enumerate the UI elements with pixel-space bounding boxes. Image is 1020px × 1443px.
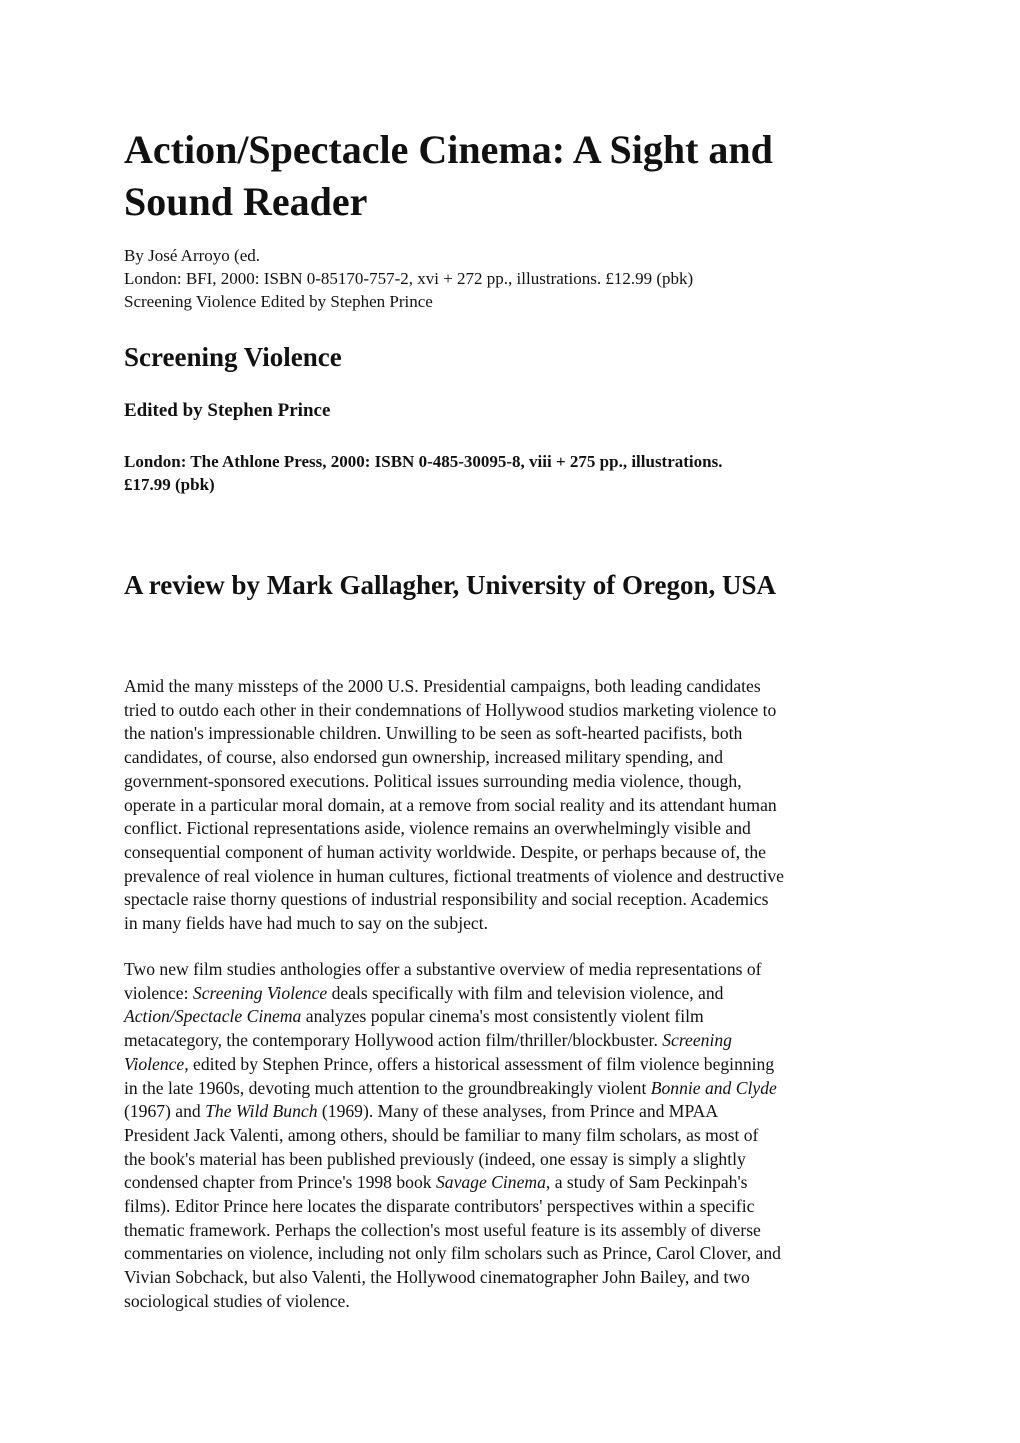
paragraph-line: spectacle raise thorny questions of industrial responsibility and social reception. Academics [124, 889, 769, 910]
paragraph-line: commentaries on violence, including not only film scholars such as Prince, Carol Clover, and [124, 1243, 781, 1264]
paragraph-line: the nation's impressionable children. Unwilling to be seen as soft-hearted pacifists, both [124, 723, 743, 744]
paragraph-line: government-sponsored executions. Political issues surrounding media violence, though, [124, 770, 742, 791]
second-book-editor: Edited by Stephen Prince [124, 400, 331, 421]
paragraph-line: Amid the many missteps of the 2000 U.S. Presidential campaigns, both leading candidates [124, 676, 761, 696]
second-pub-line-1: London: The Athlone Press, 2000: ISBN 0-485-30095-8, viii + 275 pp., illustrations. [124, 452, 723, 471]
paragraph-line: condensed chapter from Prince's 1998 book Savage Cinema, a study of Sam Peckinpah's [124, 1172, 748, 1193]
paragraph-line: Two new film studies anthologies offer a substantive overview of media representations of [124, 959, 762, 979]
book-title-italic: Screening Violence [192, 982, 328, 1003]
paragraph-line: operate in a particular moral domain, at a remove from social reality and its attendant human [124, 794, 777, 815]
second-book-title: Screening Violence [124, 342, 342, 372]
book-title-italic: Violence [124, 1053, 185, 1074]
book-title-italic: Action/Spectacle Cinema [124, 1006, 302, 1027]
review-heading: A review by Mark Gallagher, University of Oregon, USA [124, 570, 776, 600]
paragraph-line: violence: Screening Violence deals specifically with film and television violence, and [124, 982, 724, 1003]
paragraph-line: Vivian Sobchack, but also Valenti, the Hollywood cinematographer John Bailey, and two [124, 1267, 750, 1288]
book-title-italic: Savage Cinema [435, 1172, 546, 1193]
paragraph-line: in many fields have had much to say on the subject. [124, 913, 489, 934]
paragraph-line: films). Editor Prince here locates the disparate contributors' perspectives within a specific [124, 1196, 755, 1217]
title-line-1: Action/Spectacle Cinema: A Sight and [124, 127, 773, 172]
page-title [124, 124, 904, 228]
film-title-italic: The Wild Bunch [205, 1101, 318, 1122]
paragraph-line: prevalence of real violence in human cultures, fictional treatments of violence and destructive [124, 865, 784, 886]
body-paragraph-1 [124, 675, 914, 936]
paragraph-line: conflict. Fictional representations aside, violence remains an overwhelmingly visible and [124, 818, 751, 839]
paragraph-line: (1967) and The Wild Bunch (1969). Many of these analyses, from Prince and MPAA [124, 1101, 719, 1122]
body-paragraph-2 [124, 958, 914, 1314]
second-book-line: Screening Violence Edited by Stephen Prince [124, 292, 433, 311]
paragraph-line: consequential component of human activity worldwide. Despite, or perhaps because of, the [124, 841, 766, 862]
paragraph-line: thematic framework. Perhaps the collection's most useful feature is its assembly of diverse [124, 1219, 761, 1240]
paragraph-line: the book's material has been published previously (indeed, one essay is simply a slightly [124, 1148, 746, 1169]
title-line-2: Sound Reader [124, 179, 368, 224]
paragraph-line: Violence, edited by Stephen Prince, offers a historical assessment of film violence beginning [124, 1053, 775, 1074]
second-pub-line-2: £17.99 (pbk) [124, 475, 215, 494]
paragraph-line: Action/Spectacle Cinema analyzes popular cinema's most consistently violent film [124, 1006, 704, 1027]
paragraph-line: in the late 1960s, devoting much attention to the groundbreakingly violent Bonnie and Clyde [124, 1077, 777, 1098]
paragraph-line: sociological studies of violence. [124, 1290, 350, 1311]
byline: By José Arroyo (ed. [124, 246, 260, 265]
second-book-publisher [124, 450, 884, 496]
publisher-line: London: BFI, 2000: ISBN 0-85170-757-2, xvi + 272 pp., illustrations. £12.99 (pbk) [124, 269, 694, 288]
book-title-italic: Screening [662, 1030, 732, 1051]
paragraph-line: tried to outdo each other in their condemnations of Hollywood studios marketing violence to [124, 699, 777, 720]
paragraph-line: metacategory, the contemporary Hollywood action film/thriller/blockbuster. Screening [124, 1030, 732, 1051]
paragraph-line: candidates, of course, also endorsed gun ownership, increased military spending, and [124, 747, 723, 768]
book-meta [124, 244, 904, 313]
film-title-italic: Bonnie and Clyde [650, 1077, 777, 1098]
paragraph-line: President Jack Valenti, among others, should be familiar to many film scholars, as most of [124, 1124, 759, 1145]
